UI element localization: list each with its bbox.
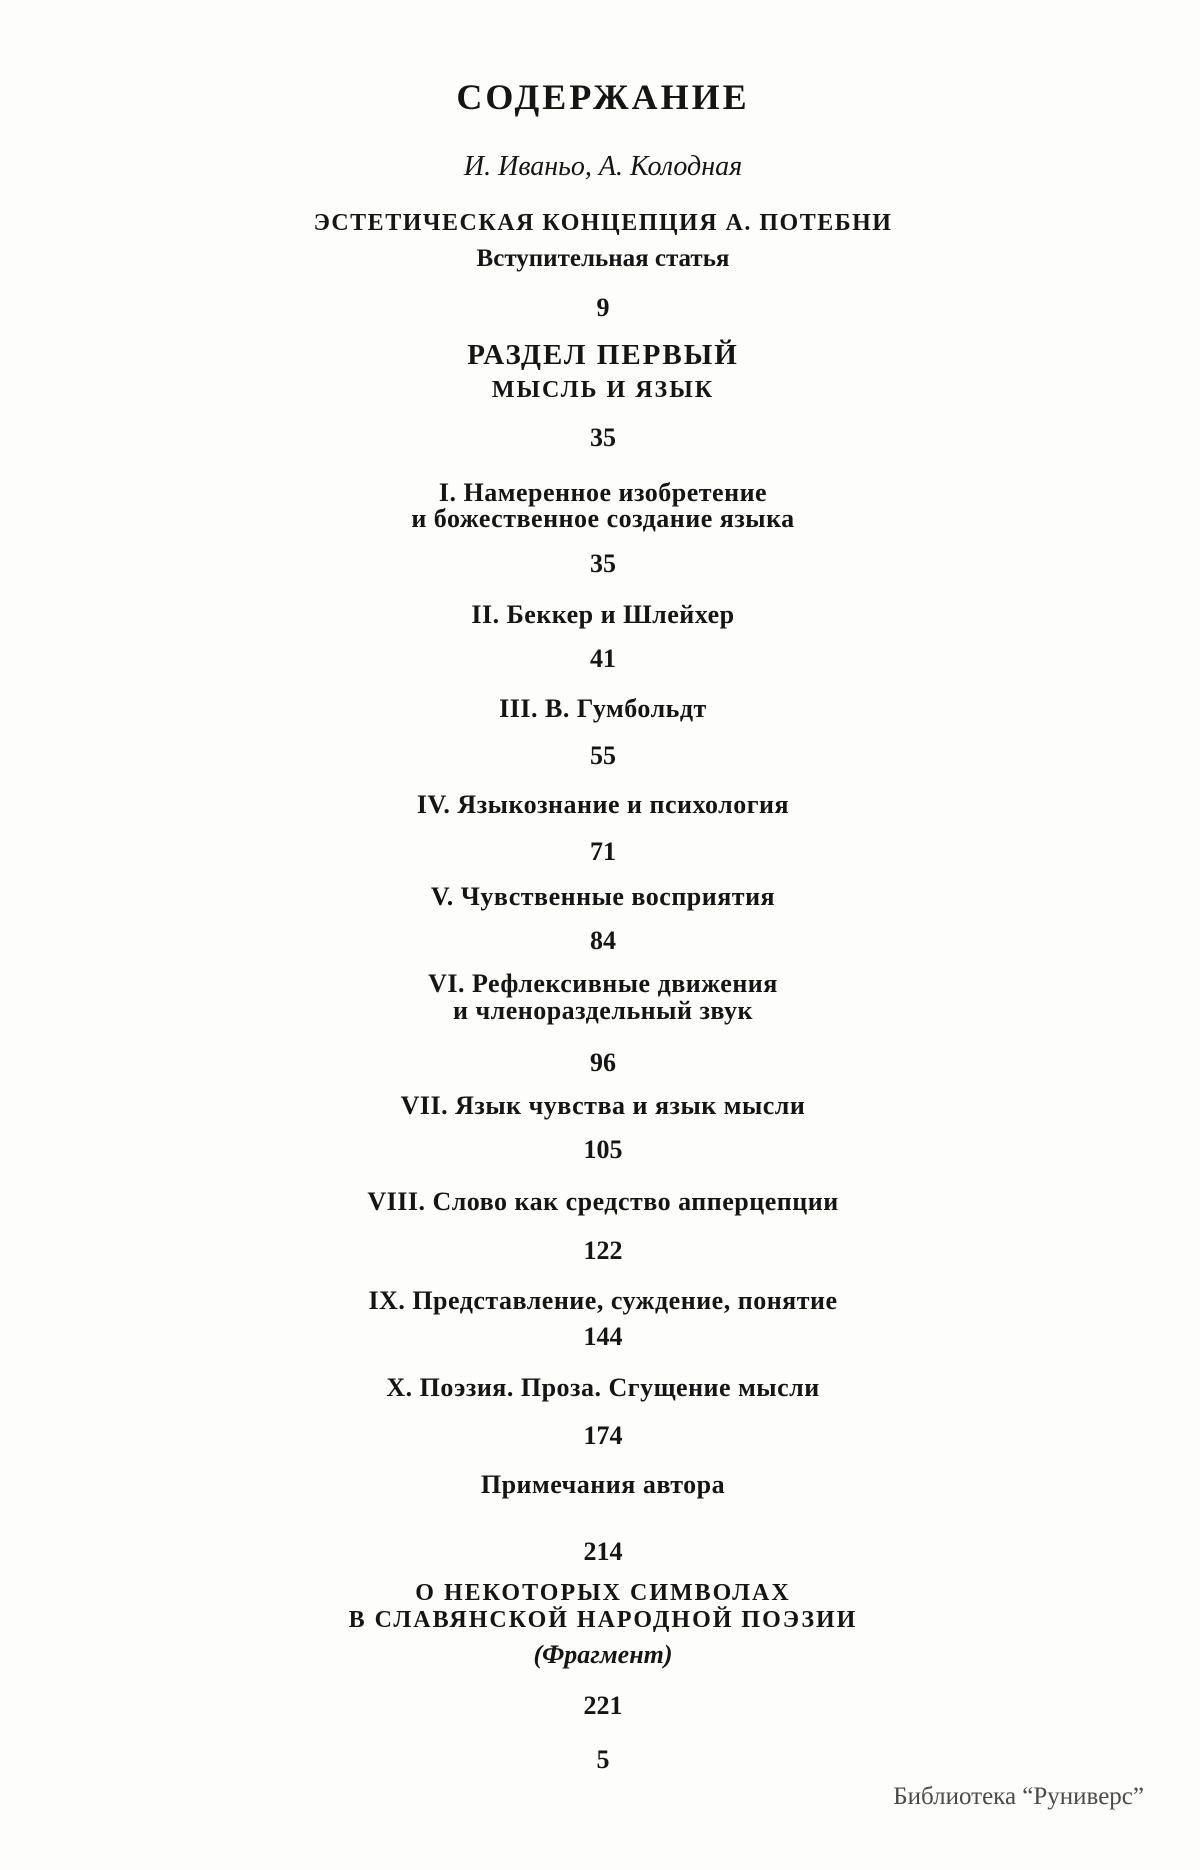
- toc-entry-title: X. Поэзия. Проза. Сгущение мысли: [386, 1373, 820, 1402]
- toc-entry-title: VIII. Слово как средство апперцепции: [367, 1187, 839, 1216]
- toc-entry-title: II. Беккер и Шлейхер: [471, 600, 735, 629]
- section1-heading-line2: МЫСЛЬ И ЯЗЫК: [491, 377, 715, 403]
- section2-heading-line2: В СЛАВЯНСКОЙ НАРОДНОЙ ПОЭЗИИ: [348, 1607, 858, 1633]
- toc-page-number: 35: [590, 549, 616, 578]
- toc-entry-title: VII. Язык чувства и язык мысли: [400, 1091, 806, 1120]
- toc-entry-title: V. Чувственные восприятия: [430, 882, 776, 911]
- authors-line: И. Иваньо, А. Колодная: [463, 151, 743, 182]
- toc-page-number: 144: [583, 1322, 623, 1351]
- notes-page-number: 214: [583, 1537, 623, 1566]
- page-title: СОДЕРЖАНИЕ: [456, 77, 750, 117]
- toc-entry-title: III. В. Гумбольдт: [499, 694, 707, 723]
- section1-heading-line1: РАЗДЕЛ ПЕРВЫЙ: [467, 339, 739, 371]
- toc-page-number: 96: [590, 1048, 616, 1077]
- intro-page-number: 9: [596, 293, 610, 322]
- toc-entry-title: VI. Рефлексивные движения: [428, 969, 778, 998]
- toc-page-number: 71: [590, 837, 616, 866]
- section2-subtitle: (Фрагмент): [533, 1640, 673, 1669]
- notes-title: Примечания автора: [480, 1470, 726, 1499]
- toc-entry-title: IX. Представление, суждение, понятие: [368, 1286, 838, 1315]
- toc-page-number: 174: [583, 1421, 623, 1450]
- toc-page-number: 105: [583, 1135, 623, 1164]
- toc-entry-title-line2: и божественное создание языка: [411, 504, 795, 533]
- section1-page-number: 35: [590, 423, 616, 452]
- intro-title-line1: ЭСТЕТИЧЕСКАЯ КОНЦЕПЦИЯ А. ПОТЕБНИ: [313, 210, 893, 236]
- toc-page-number: 55: [590, 741, 616, 770]
- intro-title-line2: Вступительная статья: [476, 245, 730, 272]
- folio-page-number: 5: [596, 1745, 610, 1774]
- toc-entry-title-line2: и членораздельный звук: [452, 996, 754, 1025]
- toc-page-number: 84: [590, 926, 616, 955]
- toc-entry-title: I. Намеренное изобретение: [438, 478, 768, 507]
- toc-page-number: 122: [583, 1236, 623, 1265]
- toc-page-number: 41: [590, 644, 616, 673]
- toc-entry-title: IV. Языкознание и психология: [416, 790, 790, 819]
- section2-heading-line1: О НЕКОТОРЫХ СИМВОЛАХ: [415, 1580, 791, 1606]
- library-watermark: Библиотека “Руниверс”: [893, 1783, 1144, 1810]
- section2-page-number: 221: [583, 1691, 623, 1720]
